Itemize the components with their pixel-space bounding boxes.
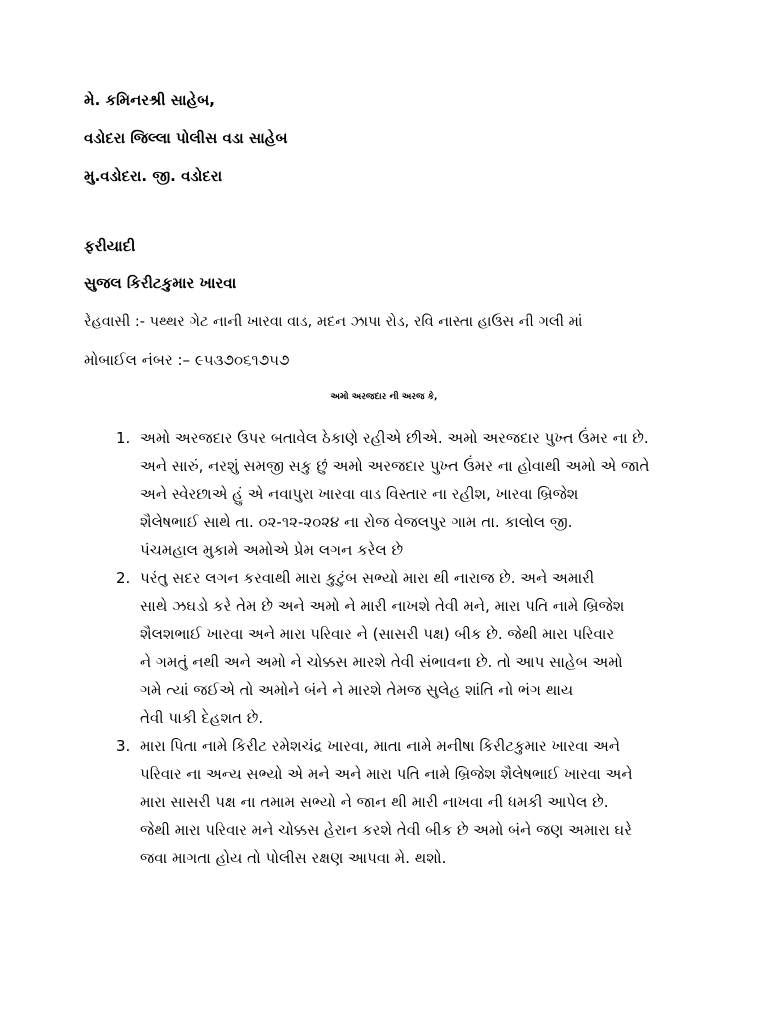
request-heading: અમો અરજદાર ની અરજ કે,: [330, 392, 438, 402]
complainant-name: સુજલ કિરીટકુમાર ખારવા: [84, 274, 237, 292]
point-2-line-2: સાથે ઝઘડો કરે તેમ છે અને અમો ને મારી નાખશે તેવી મને, મારા પતિ નામે બ્રિજેશ: [140, 597, 625, 615]
point-2-line-4: ને ગમતું નથી અને અમો ને ચોક્કસ મારશે તેવી સંભાવના છે. તો આપ સાહેબ અમો: [140, 653, 623, 671]
point-2-line-3: શૈલશભાઈ ખારવા અને મારા પરિવાર ને (સાસરી પક્ષ) બીક છે. જેથી મારા પરિવાર: [140, 625, 615, 643]
address-line-2: વડોદરા જિલ્લા પોલીસ વડા સાહેબ: [84, 129, 288, 147]
point-1-number: 1.: [116, 429, 131, 447]
point-1-line-5: પંચમહાલ મુકામે અમોએ પ્રેમ લગન કરેલ છે: [140, 541, 404, 559]
complainant-mobile: મોબાઈલ નંબર :– ૯૫૩૭૦૬૧૭૫૭: [84, 351, 290, 369]
point-3-number: 3.: [116, 737, 131, 755]
complainant-residence: રેહવાસી :- પથ્થર ગેટ નાની ખારવા વાડ, મદન ઝાપા રોડ, રવિ નાસ્તા હાઉસ ની ગલી માં: [84, 314, 583, 330]
point-3-line-4: જેથી મારા પરિવાર મને ચોક્કસ હેરાન કરશે તેવી બીક છે અમો બંને જણ અમારા ઘરે: [140, 821, 632, 839]
point-2-line-5: ગમે ત્યાં જઈએ તો અમોને બંને ને મારશે તેમજ સુલેહ શાંતિ નો ભંગ થાય: [140, 681, 574, 699]
address-line-3: મુ.વડોદરા. જી. વડોદરા: [84, 167, 223, 185]
point-3-line-3: મારા સાસરી પક્ષ ના તમામ સભ્યો ને જાન થી મારી નાખવા ની ધમકી આપેલ છે.: [140, 793, 609, 811]
point-3-line-1: મારા પિતા નામે કિરીટ રમેશચંદ્ર ખારવા, માતા નામે મનીષા કિરીટકુમાર ખારવા અને: [140, 737, 620, 755]
point-3-line-2: પરિવાર ના અન્ય સભ્યો એ મને અને મારા પતિ નામે બ્રિજેશ શૈલેષભાઈ ખારવા અને: [140, 765, 633, 783]
point-1-line-3: અને સ્વેરછાએ હું એ નવાપુરા ખારવા વાડ વિસ્તાર ના રહીશ, ખારવા બ્રિજેશ: [140, 485, 579, 503]
point-3-line-5: જવા માગતા હોય તો પોલીસ રક્ષણ આપવા મે. થશો.: [140, 849, 447, 867]
point-2-line-1: પરંતુ સદર લગન કરવાથી મારા કુટુંબ સભ્યો મારા થી નારાજ છે. અને અમારી: [140, 569, 595, 587]
point-1-line-4: શૈલેષભાઈ સાથે તા. ૦૨-૧૨-૨૦૨૪ ના રોજ વેજલપુર ગામ તા. કાલોલ જી.: [140, 513, 573, 531]
point-2-number: 2.: [116, 569, 131, 587]
point-1-line-2: અને સારું, નરશું સમજી સકુ છું અમો અરજદાર પુખ્ત ઉંમર ના હોવાથી અમો એ જાતે: [140, 457, 650, 475]
point-2-line-6: તેવી પાકી દેહશત છે.: [140, 709, 264, 727]
complainant-label: ફરીયાદી: [84, 237, 136, 255]
address-line-1: મે. કમિનરશ્રી સાહેબ,: [84, 91, 215, 109]
point-1-line-1: અમો અરજદાર ઉપર બતાવેલ ઠેકાણે રહીએ છીએ. અમો અરજદાર પુખ્ત ઉંમર ના છે.: [140, 429, 649, 447]
